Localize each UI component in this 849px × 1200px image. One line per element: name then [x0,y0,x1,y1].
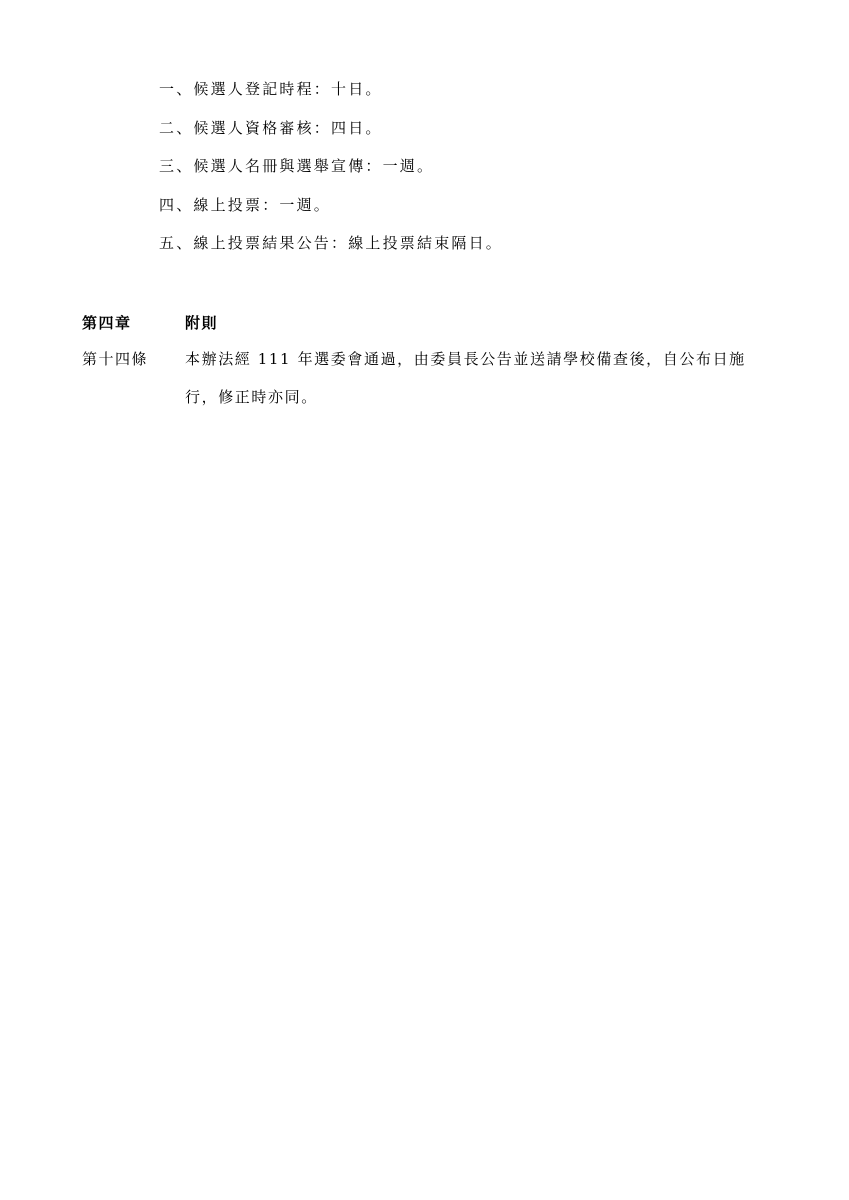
chapter-heading [82,312,218,334]
list-item: 一、候選人登記時程：十日。 [159,80,383,98]
list-item: 二、候選人資格審核：四日。 [159,118,383,137]
article-text: 本辦法經 111 年選委會通過，由委員長公告並送請學校備查後，自公布日施行，修正時亦同。 [185,350,746,406]
list-item: 五、線上投票結果公告：線上投票結束隔日。 [159,234,504,252]
list-item: 四、線上投票：一週。 [159,195,332,214]
schedule-list [159,78,503,271]
list-item: 三、候選人名冊與選舉宣傳：一週。 [159,157,435,175]
article-number: 第十四條 [82,350,149,368]
chapter-title: 附則 [185,314,219,332]
chapter-number: 第四章 [82,314,132,332]
